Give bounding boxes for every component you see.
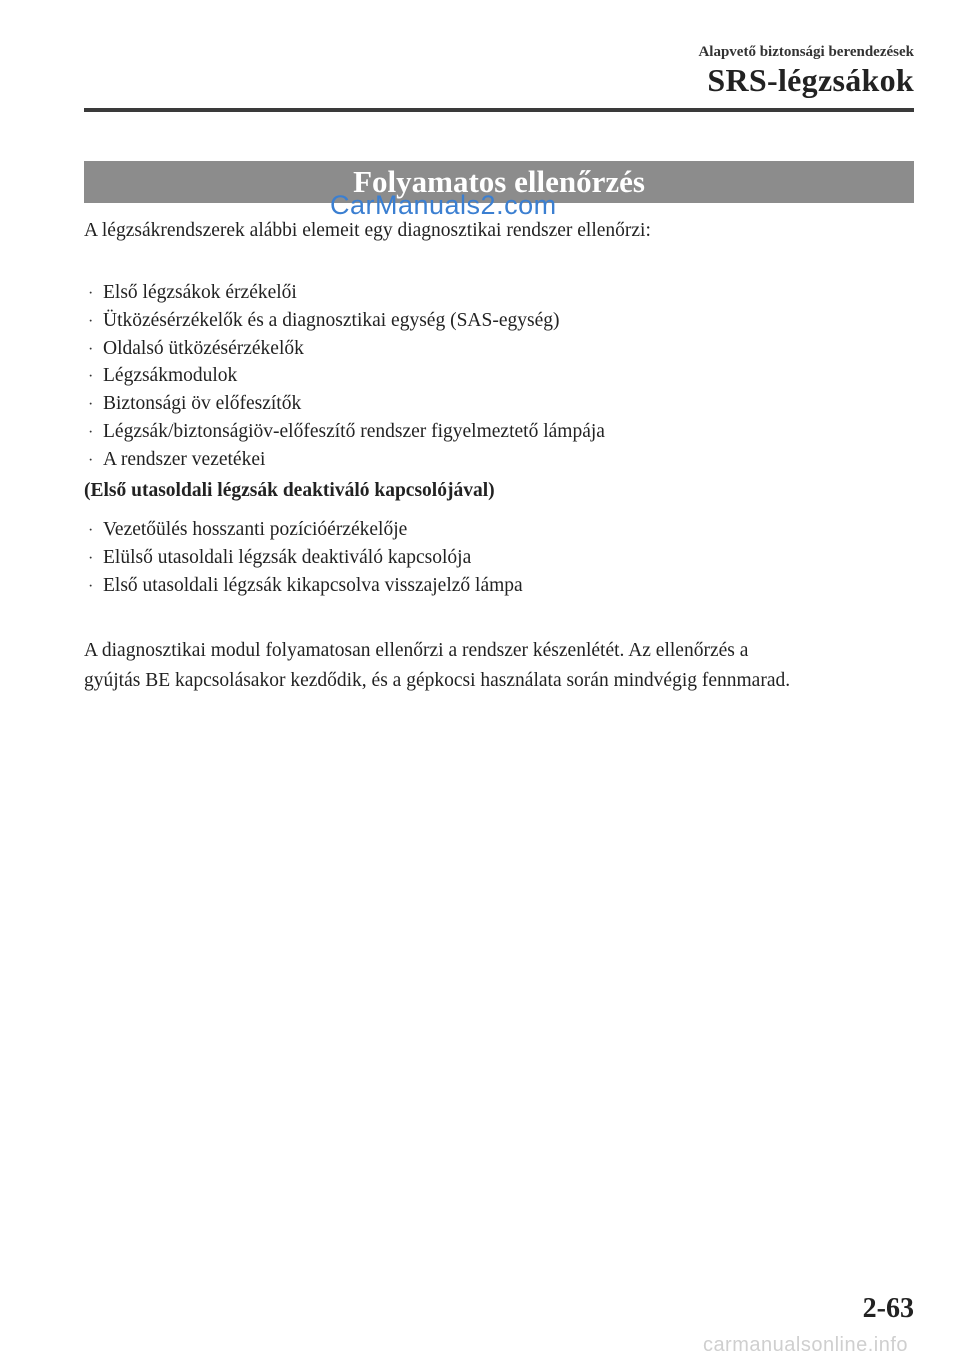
list-item: · Első utasoldali légzsák kikapcsolva visszajelző lámpa [88,573,523,601]
list-item: · Biztonsági öv előfeszítők [88,391,605,419]
list-item: · Ütközésérzékelők és a diagnosztikai egység (SAS-egység) [88,308,605,336]
header-rule [84,108,914,112]
bullet-icon: · [88,340,94,358]
bullet-icon: · [88,451,94,469]
section-banner-title: Folyamatos ellenőrzés [353,164,645,199]
deactivation-component-list [88,517,523,600]
paragraph-line: gyújtás BE kapcsolásakor kezdődik, és a gépkocsi használata során mindvégig fennmarad. [84,670,791,691]
intro-text: A légzsákrendszerek alábbi elemeit egy diagnosztikai rendszer ellenőrzi: [84,220,651,241]
list-item: · Első légzsákok érzékelői [88,280,605,308]
list-item: · Vezetőülés hosszanti pozícióérzékelője [88,517,523,545]
component-list [88,280,605,475]
bullet-icon: · [88,423,94,441]
bullet-icon: · [88,522,94,539]
bullet-icon: · [88,285,94,302]
bullet-icon: · [88,577,94,595]
header-chapter-title: SRS-légzsákok [707,62,914,98]
list-item: · Elülső utasoldali légzsák deaktiváló kapcsolója [88,545,523,573]
page-number: 2-63 [862,1293,914,1324]
list-item: · Oldalsó ütközésérzékelők [88,336,605,364]
list-item: · Légzsák/biztonságiöv-előfeszítő rendszer figyelmeztető lámpája [88,419,605,447]
bullet-icon: · [88,549,94,567]
bullet-icon: · [88,368,94,386]
watermark-logo: CarManuals2.com [330,190,557,220]
header-section-title: Alapvető biztonsági berendezések [698,44,914,60]
footer-site-watermark: carmanualsonline.info [702,1334,908,1356]
bullet-icon: · [88,396,94,414]
bullet-icon: · [88,312,94,330]
body-paragraph [84,636,914,696]
list-item: · A rendszer vezetékei [88,447,605,475]
paragraph-line: A diagnosztikai modul folyamatosan ellenőrzi a rendszer készenlétét. Az ellenőrzés a [84,640,749,661]
subheading: (Első utasoldali légzsák deaktiváló kapcsolójával) [84,480,495,501]
list-item: · Légzsákmodulok [88,363,605,391]
